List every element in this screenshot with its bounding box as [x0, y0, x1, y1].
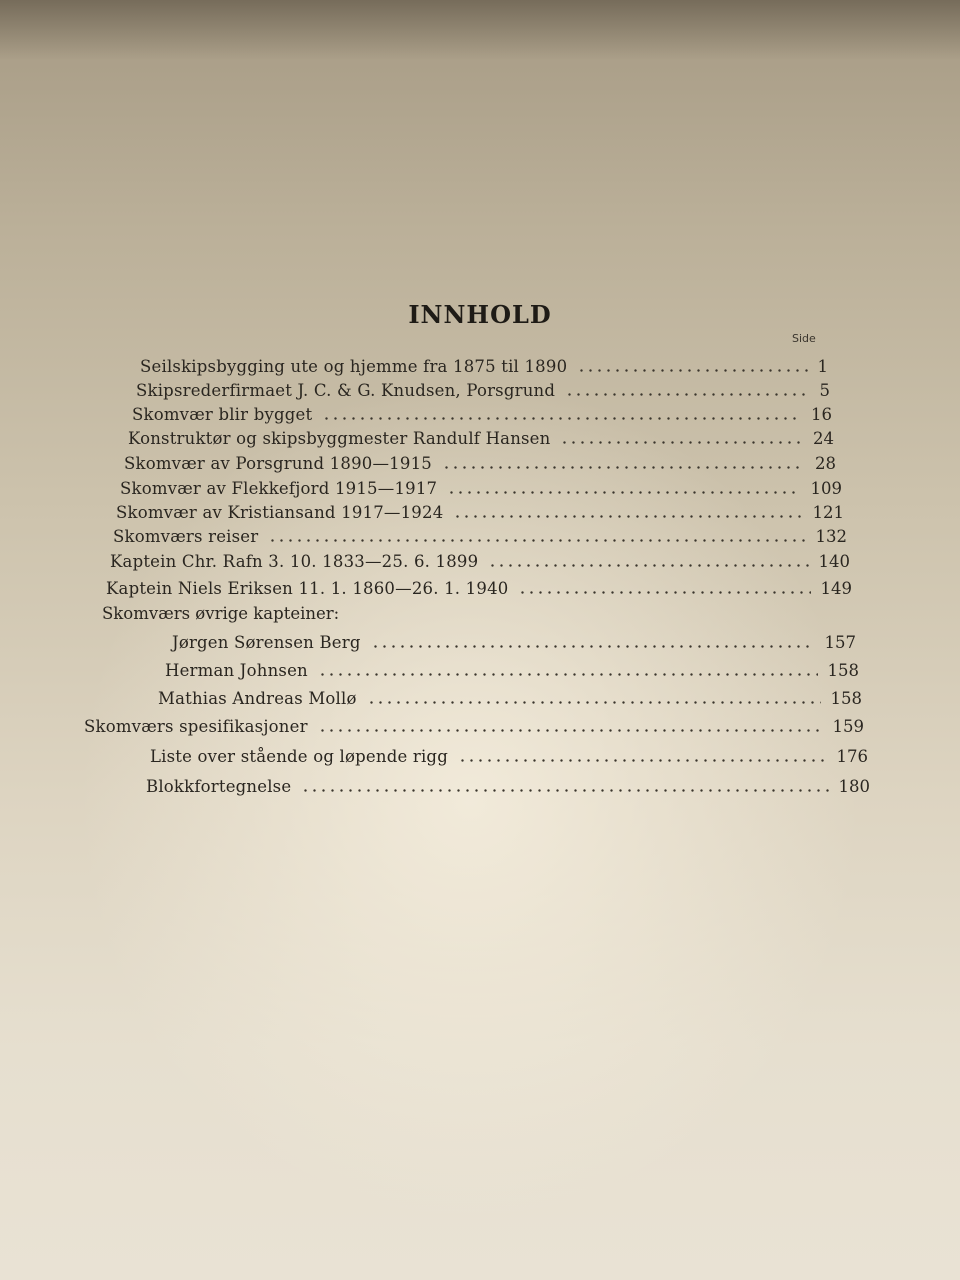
toc-entry-page: 1 [817, 357, 828, 376]
toc-entry-title: Skomvær av Flekkefjord 1915—1917 [120, 479, 438, 498]
toc-entry-page: 24 [813, 429, 834, 448]
toc-entry-page: 157 [824, 633, 856, 652]
dot-leader [322, 406, 801, 420]
toc-entry-page: 158 [827, 661, 859, 680]
toc-entry-title: Mathias Andreas Mollø [158, 689, 357, 708]
toc-entry-title: Herman Johnsen [165, 661, 308, 680]
page-shadow [0, 0, 960, 60]
toc-entry [140, 357, 828, 377]
toc-entry-page: 16 [811, 405, 832, 424]
toc-entry-title: Seilskipsbygging ute og hjemme fra 1875 til 1890 [140, 357, 568, 376]
dot-leader [458, 748, 827, 762]
dot-leader [488, 553, 808, 567]
toc-entry-title: Skomværs reiser [113, 527, 259, 546]
toc-entry-title: Konstruktør og skipsbyggmester Randulf Hansen [128, 429, 551, 448]
toc-entry-title: Jørgen Sørensen Berg [172, 633, 361, 652]
toc-entry-page: 149 [820, 579, 852, 598]
toc-entry-page: 5 [819, 381, 830, 400]
toc-sub-entry [172, 633, 856, 653]
dot-leader [565, 382, 809, 396]
toc-entry [132, 405, 832, 425]
page-column-label: Side [792, 332, 816, 345]
toc-entry [136, 381, 830, 401]
dot-leader [371, 634, 815, 648]
dot-leader [442, 455, 805, 469]
dot-leader [447, 480, 800, 494]
toc-entry [113, 527, 847, 547]
toc-sub-entry [165, 661, 859, 681]
dot-leader [453, 504, 802, 518]
toc-entry-page: 28 [815, 454, 836, 473]
toc-entry-page: 176 [836, 747, 868, 766]
toc-sub-entry [150, 747, 868, 767]
page-title: INNHOLD [408, 300, 552, 329]
dot-leader [318, 718, 823, 732]
toc-entry [110, 552, 850, 572]
toc-entry-title: Skipsrederfirmaet J. C. & G. Knudsen, Porsgrund [136, 381, 556, 400]
toc-entry-page: 158 [830, 689, 862, 708]
toc-entry [106, 579, 852, 599]
dot-leader [301, 778, 828, 792]
dot-leader [268, 528, 805, 542]
toc-entry-title: Kaptein Niels Eriksen 11. 1. 1860—26. 1. 1940 [106, 579, 509, 598]
toc-entry [124, 454, 836, 474]
toc-entry-title: Skomvær blir bygget [132, 405, 313, 424]
toc-entry-title: Liste over stående og løpende rigg [150, 747, 448, 766]
dot-leader [318, 662, 818, 676]
toc-entry-title: Skomvær av Kristiansand 1917—1924 [116, 503, 444, 522]
toc-entry-page: 180 [838, 777, 870, 796]
toc-sub-entry [146, 777, 870, 797]
toc-entry [84, 717, 864, 737]
toc-entry-title: Kaptein Chr. Rafn 3. 10. 1833—25. 6. 1899 [110, 552, 479, 571]
toc-entry-page: 159 [832, 717, 864, 736]
dot-leader [367, 690, 821, 704]
dot-leader [518, 580, 810, 594]
toc-entry-page: 109 [810, 479, 842, 498]
toc-entry-title: Blokkfortegnelse [146, 777, 292, 796]
toc-subheading: Skomværs øvrige kapteiner: [102, 604, 340, 623]
dot-leader [560, 430, 803, 444]
toc-entry-page: 140 [818, 552, 850, 571]
toc-entry-page: 121 [812, 503, 844, 522]
dot-leader [577, 358, 807, 372]
toc-entry-page: 132 [815, 527, 847, 546]
toc-entry [120, 479, 842, 499]
toc-entry [116, 503, 844, 523]
toc-entry [128, 429, 834, 449]
toc-entry-title: Skomvær av Porsgrund 1890—1915 [124, 454, 432, 473]
toc-sub-entry [158, 689, 862, 709]
toc-entry-title: Skomværs spesifikasjoner [84, 717, 308, 736]
